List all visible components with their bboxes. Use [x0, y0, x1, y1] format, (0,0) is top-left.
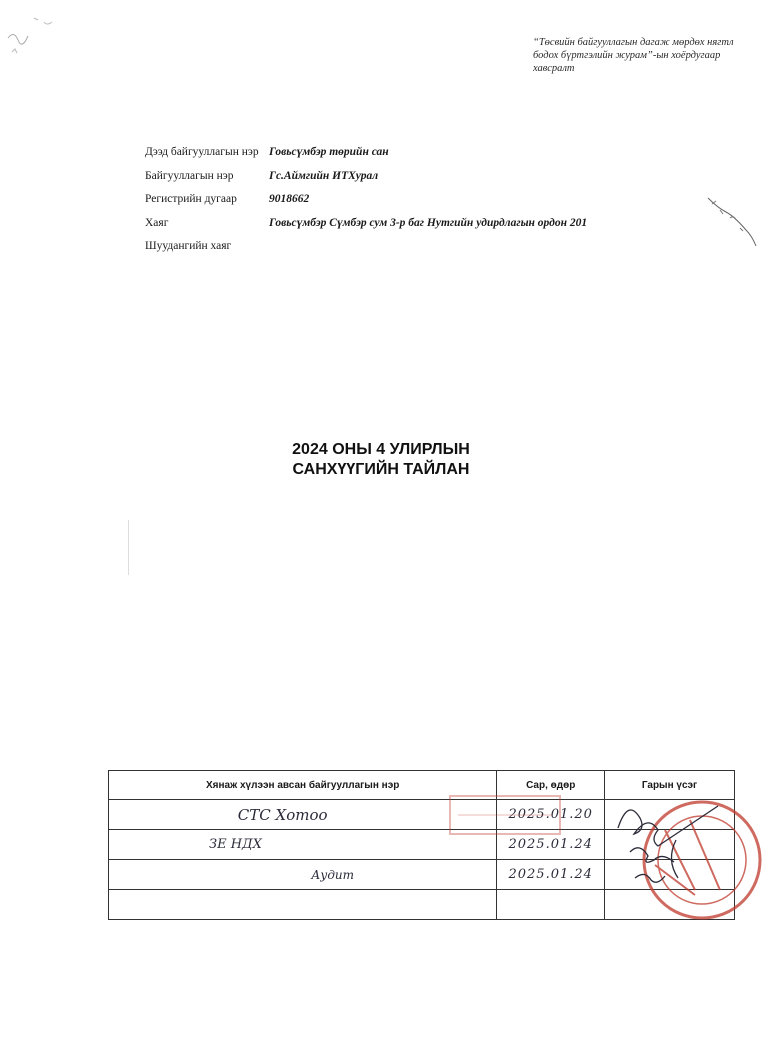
handwritten-date: 2025.01.24 — [508, 867, 593, 882]
annex-reference-note — [533, 36, 758, 75]
table-row — [109, 860, 735, 890]
header-date: Сар, өдөр — [497, 771, 605, 800]
info-value: 9018662 — [269, 193, 310, 205]
margin-scribble-mark — [4, 8, 84, 58]
header-org-name: Хянаж хүлээн авсан байгууллагын нэр — [109, 771, 497, 800]
handwritten-date: 2025.01.20 — [508, 807, 593, 822]
annex-line-1: “Төсвийн байгууллагын дагаж мөрдөх нягтл — [533, 37, 734, 48]
header-signature: Гарын үсэг — [605, 771, 735, 800]
handwritten-org: Аудит — [311, 867, 355, 882]
handwritten-org: ЗЕ НДХ — [209, 837, 262, 852]
cell-signature — [605, 860, 735, 890]
report-title-line-1: 2024 ОНЫ 4 УЛИРЛЫН — [292, 441, 470, 458]
cell-signature — [605, 890, 735, 920]
cell-signature — [605, 800, 735, 830]
info-label: Хаяг — [145, 216, 169, 229]
cell-org — [109, 860, 497, 890]
table-row — [109, 800, 735, 830]
handwritten-org: СТС Хотоо — [237, 805, 328, 824]
review-signature-table — [108, 770, 735, 920]
table-row — [109, 890, 735, 920]
info-label: Байгууллагын нэр — [145, 169, 234, 182]
info-value: Говьсүмбэр Сүмбэр сум 3-р баг Нутгийн удирдлагын ордон 201 — [269, 216, 588, 229]
scan-edge-mark — [128, 520, 129, 575]
cell-date — [497, 800, 605, 830]
cell-org — [109, 830, 497, 860]
table-row — [109, 830, 735, 860]
margin-handwritten-note — [700, 190, 760, 260]
report-title — [0, 440, 762, 480]
info-label: Дээд байгууллагын нэр — [145, 146, 259, 158]
report-title-line-2: САНХҮҮГИЙН ТАЙЛАН — [292, 461, 470, 478]
cell-date — [497, 830, 605, 860]
cell-date — [497, 860, 605, 890]
cell-signature — [605, 830, 735, 860]
info-value: Гс.Аймгийн ИТХурал — [269, 169, 379, 182]
annex-line-3: хавсралт — [533, 63, 575, 74]
annex-line-2: бодох бүртгэлийн журам”-ын хоёрдугаар — [533, 50, 721, 61]
table-header-row — [109, 771, 735, 800]
info-label: Регистрийн дугаар — [145, 193, 237, 205]
cell-date — [497, 890, 605, 920]
info-label: Шуудангийн хаяг — [145, 240, 232, 252]
info-value: Говьсүмбэр төрийн сан — [269, 146, 389, 158]
cell-org — [109, 890, 497, 920]
cell-org — [109, 800, 497, 830]
handwritten-date: 2025.01.24 — [508, 837, 593, 852]
